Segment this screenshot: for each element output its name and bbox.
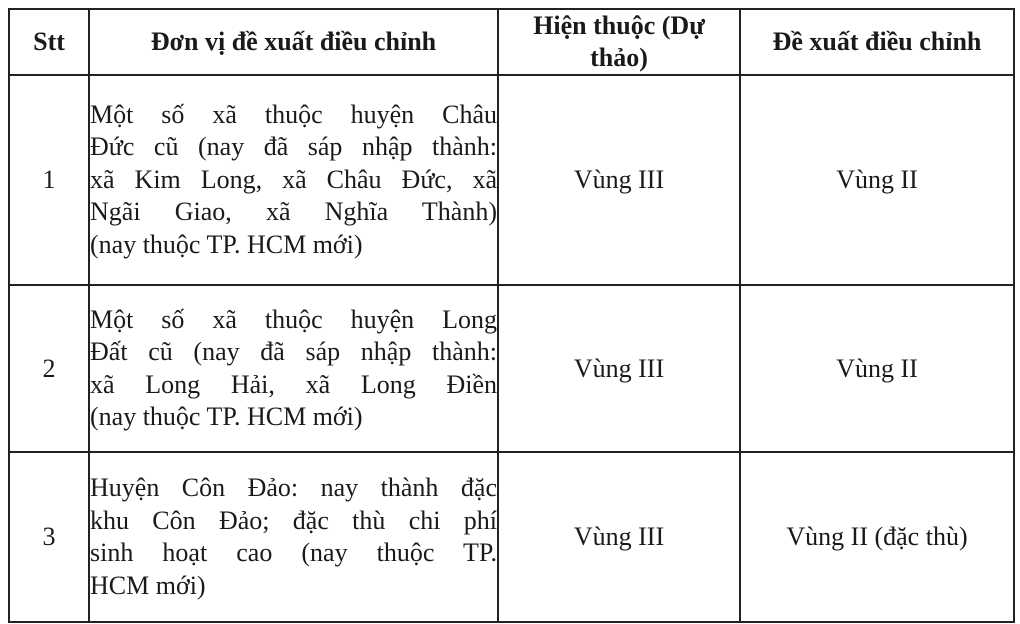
row-current: Vùng III bbox=[498, 75, 740, 285]
unit-line: HCM mới) bbox=[90, 570, 206, 600]
unit-line: Huyện Côn Đảo: nay thành đặc bbox=[90, 473, 497, 502]
row-stt: 2 bbox=[9, 285, 89, 452]
row-unit bbox=[89, 452, 498, 622]
row-proposed: Vùng II bbox=[740, 75, 1014, 285]
unit-line: Một số xã thuộc huyện Châu bbox=[90, 99, 497, 129]
row-current: Vùng III bbox=[498, 285, 740, 452]
row-stt: 3 bbox=[9, 452, 89, 622]
table-row bbox=[9, 452, 1014, 622]
row-current: Vùng III bbox=[498, 452, 740, 622]
unit-line: xã Long Hải, xã Long Điền bbox=[90, 369, 497, 399]
header-current-label: Hiện thuộc (Dự thảo) bbox=[533, 11, 705, 72]
unit-line: xã Kim Long, xã Châu Đức, xã bbox=[90, 164, 497, 194]
header-current bbox=[498, 9, 740, 75]
header-unit: Đơn vị đề xuất điều chỉnh bbox=[89, 9, 498, 75]
unit-text bbox=[90, 99, 497, 262]
row-unit bbox=[89, 75, 498, 285]
unit-line: (nay thuộc TP. HCM mới) bbox=[90, 402, 363, 431]
table-row bbox=[9, 285, 1014, 452]
unit-line: (nay thuộc TP. HCM mới) bbox=[90, 229, 363, 259]
unit-line: Đất cũ (nay đã sáp nhập thành: bbox=[90, 337, 497, 366]
header-proposed: Đề xuất điều chỉnh bbox=[740, 9, 1014, 75]
unit-line: sinh hoạt cao (nay thuộc TP. bbox=[90, 538, 497, 567]
row-stt: 1 bbox=[9, 75, 89, 285]
row-proposed: Vùng II (đặc thù) bbox=[740, 452, 1014, 622]
unit-line: Ngãi Giao, xã Nghĩa Thành) bbox=[90, 197, 497, 227]
row-proposed: Vùng II bbox=[740, 285, 1014, 452]
table-header-row bbox=[9, 9, 1014, 75]
table-row bbox=[9, 75, 1014, 285]
unit-line: Một số xã thuộc huyện Long bbox=[90, 304, 497, 334]
unit-text bbox=[90, 472, 497, 602]
row-unit bbox=[89, 285, 498, 452]
adjustment-table bbox=[8, 8, 1015, 623]
header-stt: Stt bbox=[9, 9, 89, 75]
unit-line: khu Côn Đảo; đặc thù chi phí bbox=[90, 505, 497, 535]
unit-line: Đức cũ (nay đã sáp nhập thành: bbox=[90, 132, 497, 162]
unit-text bbox=[90, 304, 497, 434]
